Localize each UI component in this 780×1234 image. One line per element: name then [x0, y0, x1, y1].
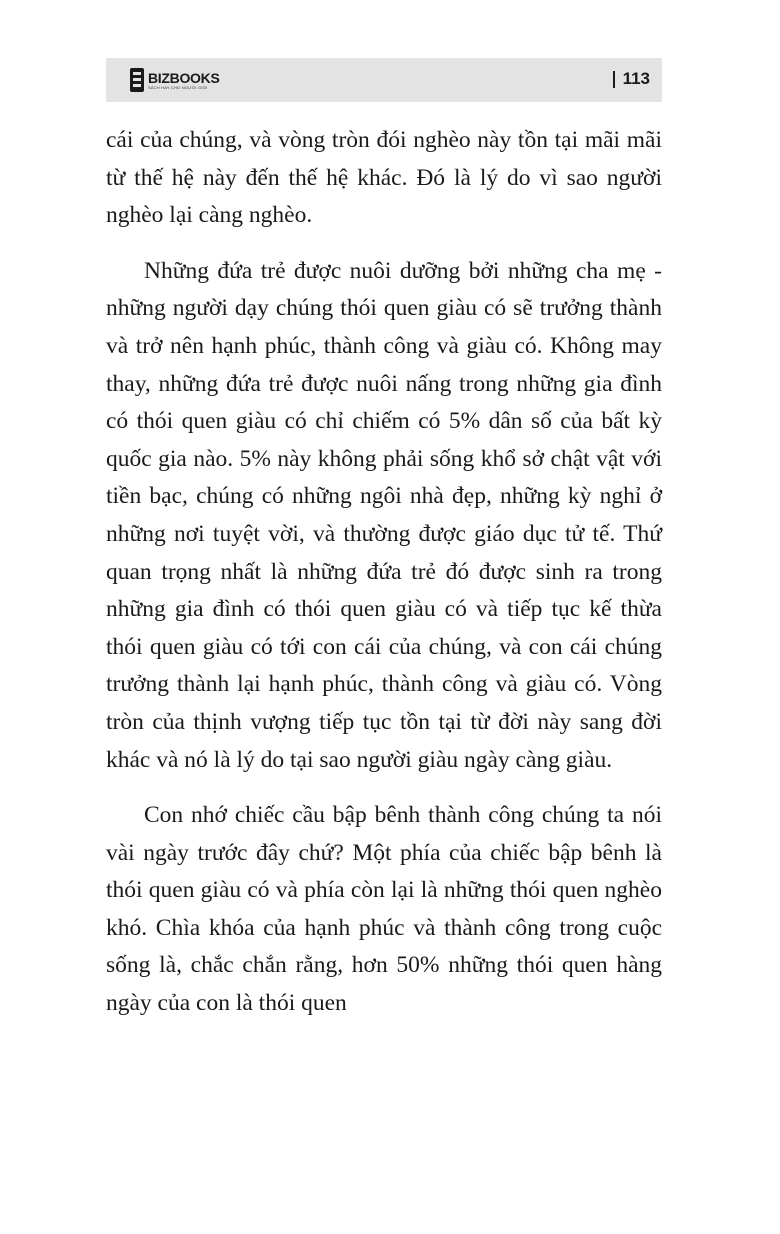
page-number: 113 — [622, 69, 650, 88]
body-text — [106, 122, 662, 1023]
paragraph-1: cái của chúng, và vòng tròn đói nghèo này tồn tại mãi mãi từ thế hệ này đến thế hệ khác. Đó là lý do vì sao người nghèo lại càng nghèo. — [106, 127, 662, 229]
logo-tagline: SÁCH HAY CHO NGƯỜI GIỎI — [148, 84, 208, 90]
book-icon — [130, 68, 144, 92]
page-number-divider — [613, 71, 615, 88]
paragraph-2: Những đứa trẻ được nuôi dưỡng bởi những cha mẹ - những người dạy chúng thói quen giàu có sẽ trưởng thành và trở nên hạnh phúc, thành công và giàu có. Không may thay, những đứa trẻ được nuôi nấng trong những gia đình có thói quen giàu có chỉ chiếm có 5% dân số của bất kỳ quốc gia nào. 5% này không phải sống khổ sở chật vật với tiền bạc, chúng có những ngôi nhà đẹp, những kỳ nghỉ ở những nơi tuyệt vời, và thường được giáo dục tử tế. Thứ quan trọng nhất là những đứa trẻ đó được sinh ra trong những gia đình có thói quen giàu có và tiếp tục kế thừa thói quen giàu có tới con cái của chúng, và con cái chúng trưởng thành lại hạnh phúc, thành công và giàu có. Vòng tròn của thịnh vượng tiếp tục tồn tại từ đời này sang đời khác và nó là lý do tại sao người giàu ngày càng giàu. — [106, 257, 662, 773]
publisher-logo — [130, 66, 220, 94]
running-header — [106, 58, 662, 102]
paragraph-3: Con nhớ chiếc cầu bập bênh thành công chúng ta nói vài ngày trước đây chứ? Một phía của chiếc bập bênh là thói quen giàu có và phía còn lại là những thói quen nghèo khó. Chìa khóa của hạnh phúc và thành công trong cuộc sống là, chắc chắn rằng, hơn 50% những thói quen hàng ngày của con là thói quen — [106, 802, 662, 1017]
page-number-block — [613, 69, 650, 89]
logo-name: BIZBOOKS — [148, 69, 220, 86]
